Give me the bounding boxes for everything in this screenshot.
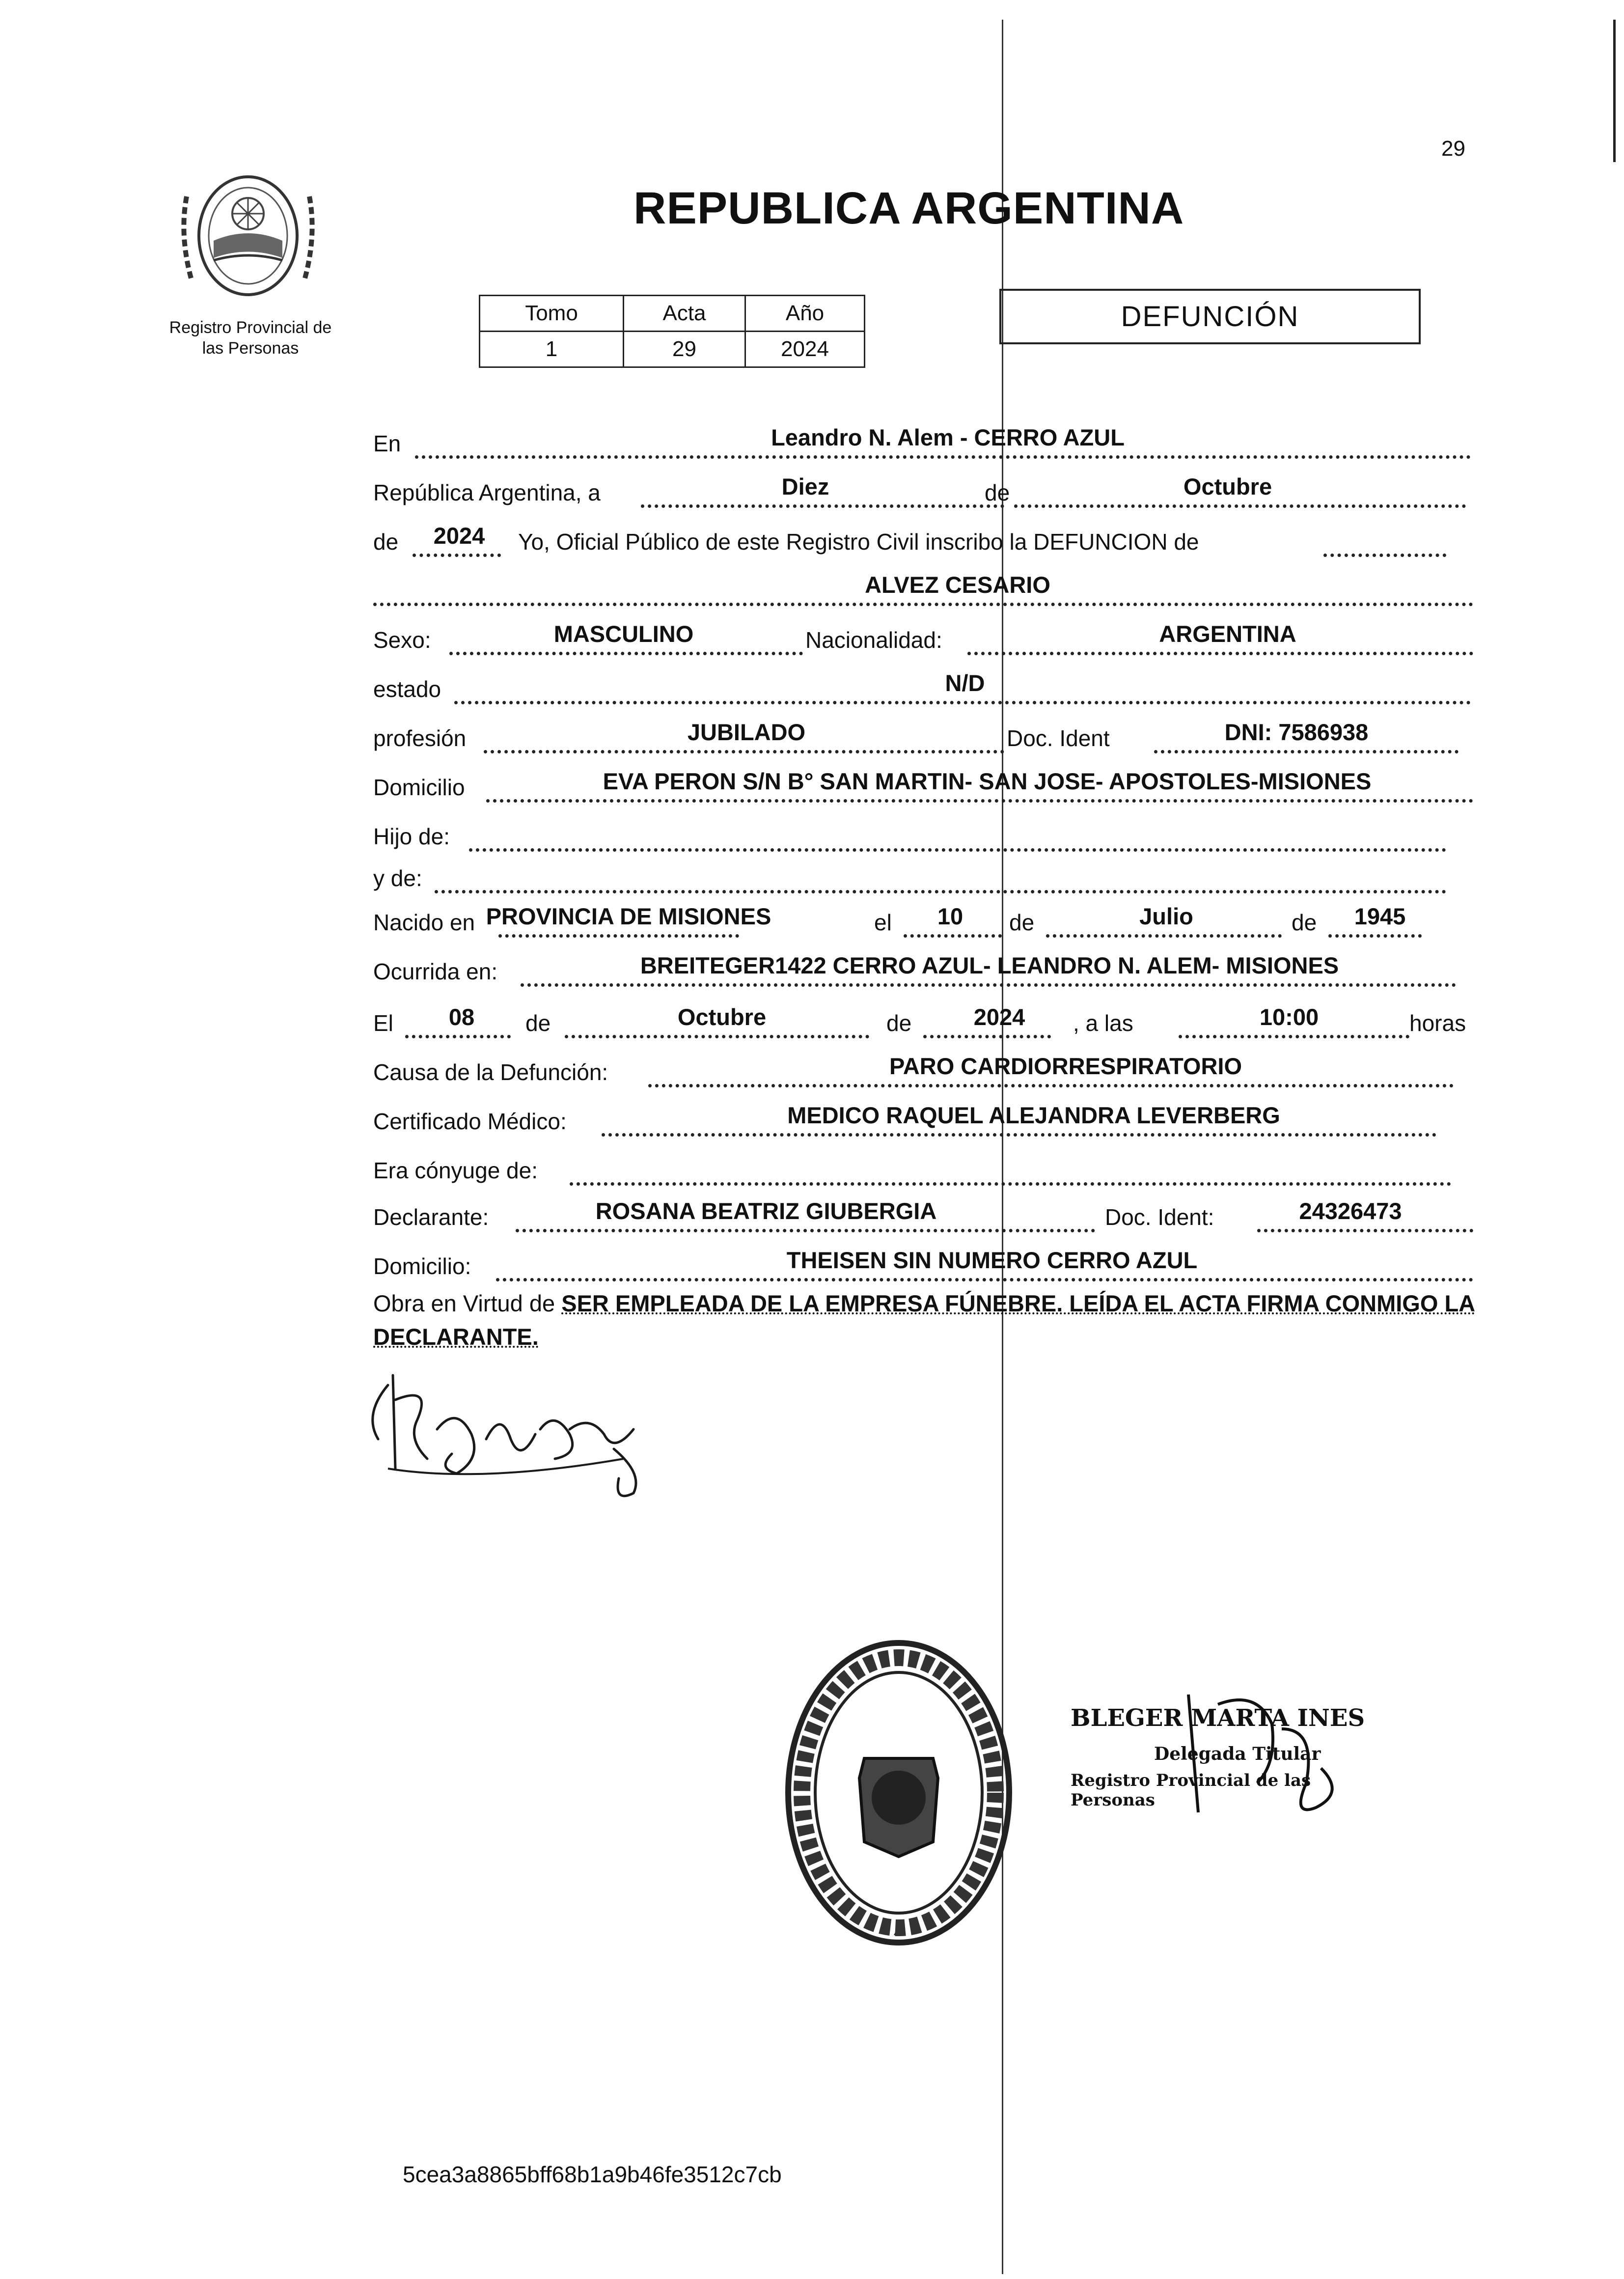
def-time-dots — [1179, 1030, 1409, 1038]
nac-day: 10 — [937, 903, 963, 929]
cert-label: Certificado Médico: — [373, 1109, 567, 1134]
profesion-value: JUBILADO — [687, 719, 806, 745]
nac-year-dots — [1328, 929, 1422, 938]
anio-header: Año — [745, 296, 865, 332]
row-fecha — [373, 473, 1473, 508]
cert-value: MEDICO RAQUEL ALEJANDRA LEVERBERG — [787, 1102, 1280, 1128]
nacionalidad-value: ARGENTINA — [1159, 621, 1296, 647]
deceased-name: ALVEZ CESARIO — [865, 572, 1050, 598]
scan-edge-mark — [1613, 20, 1616, 162]
causa-value: PARO CARDIORRESPIRATORIO — [889, 1053, 1242, 1079]
ocurrida-dots — [521, 978, 1456, 987]
def-de-label: de — [525, 1010, 551, 1036]
hijo-label: Hijo de: — [373, 824, 450, 849]
decl-doc-value: 24326473 — [1299, 1198, 1402, 1224]
decl-doc-label: Doc. Ident: — [1105, 1204, 1214, 1230]
registry-name-line2: las Personas — [202, 339, 299, 358]
def-month-dots — [565, 1030, 869, 1038]
row-domicilio — [373, 768, 1473, 803]
official-signature — [1159, 1685, 1365, 1822]
row-hijo — [373, 820, 1473, 852]
row-ocurrida — [373, 952, 1473, 987]
def-day: 08 — [448, 1004, 475, 1030]
nacionalidad-label: Nacionalidad: — [805, 627, 942, 653]
tomo-value: 1 — [480, 332, 624, 367]
cert-dots — [602, 1128, 1436, 1137]
horas-label: horas — [1409, 1010, 1466, 1036]
ocurrida-label: Ocurrida en: — [373, 959, 498, 984]
ocurrida-value: BREITEGER1422 CERRO AZUL- LEANDRO N. ALEM- MISIONES — [640, 952, 1339, 978]
sexo-label: Sexo: — [373, 627, 431, 653]
rep-label: República Argentina, a — [373, 480, 601, 505]
official-stamp — [1071, 1685, 1390, 1822]
acta-value: 29 — [624, 332, 745, 367]
sexo-value: MASCULINO — [553, 621, 694, 647]
declarant-signature — [358, 1356, 678, 1503]
row-nacido — [373, 903, 1473, 938]
nac-de2-label: de — [1292, 910, 1317, 935]
row-declarante — [373, 1198, 1473, 1232]
registry-name-line1: Registro Provincial de — [169, 318, 332, 337]
month-dots — [1014, 500, 1466, 508]
domicilio2-value: THEISEN SIN NUMERO CERRO AZUL — [786, 1247, 1198, 1273]
nacido-value: PROVINCIA DE MISIONES — [486, 903, 771, 929]
profesion-label: profesión — [373, 725, 467, 751]
official-seal — [781, 1636, 1017, 1950]
name-dots — [373, 598, 1473, 606]
def-time: 10:00 — [1259, 1004, 1319, 1030]
def-day-dots — [405, 1030, 511, 1038]
domicilio2-dots — [496, 1273, 1473, 1281]
decl-doc-dots — [1257, 1224, 1473, 1232]
sexo-dots — [449, 647, 803, 655]
doc-value: DNI: 7586938 — [1224, 719, 1369, 745]
yde-label: y de: — [373, 865, 422, 891]
record-type-box: DEFUNCIÓN — [999, 289, 1421, 344]
row-yde — [373, 862, 1473, 893]
year-dots — [413, 549, 501, 557]
nac-de-label: de — [1009, 910, 1035, 935]
row-certificado — [373, 1102, 1473, 1137]
causa-label: Causa de la Defunción: — [373, 1059, 608, 1085]
de-label: de — [985, 480, 1010, 505]
def-year: 2024 — [973, 1004, 1025, 1030]
en-label: En — [373, 431, 401, 456]
nac-year: 1945 — [1354, 903, 1406, 929]
row-causa — [373, 1053, 1473, 1087]
row-profesion — [373, 719, 1473, 753]
registry-table — [479, 295, 865, 368]
year-value: 2024 — [433, 523, 485, 549]
row-year — [373, 523, 1473, 557]
nac-day-dots — [904, 929, 1002, 938]
nac-month: Julio — [1139, 903, 1193, 929]
row-en — [373, 424, 1473, 459]
obra-value: SER EMPLEADA DE LA EMPRESA FÚNEBRE. LEÍDA EL ACTA FIRMA CONMIGO LA DECLARANTE. — [373, 1290, 1476, 1350]
en-value: Leandro N. Alem - CERRO AZUL — [771, 424, 1125, 450]
estado-dots — [454, 696, 1471, 704]
def-month: Octubre — [677, 1004, 767, 1030]
day-value: Diez — [781, 473, 829, 500]
page-number: 29 — [1441, 137, 1465, 161]
declarante-label: Declarante: — [373, 1204, 489, 1230]
def-de2-label: de — [886, 1010, 912, 1036]
nacionalidad-dots — [967, 647, 1473, 655]
domicilio-dots — [486, 794, 1473, 803]
estado-label: estado — [373, 676, 441, 702]
row-estado — [373, 670, 1473, 704]
obra-label: Obra en Virtud de — [373, 1290, 555, 1316]
de2-label: de — [373, 529, 399, 555]
nacido-dots — [498, 929, 739, 938]
month-value: Octubre — [1183, 473, 1272, 500]
anio-value: 2024 — [745, 332, 865, 367]
row-domicilio-declarante — [373, 1247, 1473, 1281]
tomo-header: Tomo — [480, 296, 624, 332]
acta-header: Acta — [624, 296, 745, 332]
domicilio-label: Domicilio — [373, 775, 465, 800]
registry-name — [147, 317, 354, 359]
stamp-line3: Registro Provincial de las Personas — [1071, 1771, 1311, 1810]
el-label: el — [874, 910, 892, 935]
nacido-label: Nacido en — [373, 910, 475, 935]
conyuge-dots — [570, 1177, 1451, 1186]
row-fecha-defuncion — [373, 1004, 1473, 1038]
estado-value: N/D — [945, 670, 985, 696]
def-year-dots — [923, 1030, 1051, 1038]
nac-month-dots — [1046, 929, 1282, 938]
row-name — [373, 572, 1473, 606]
document-hash: 5cea3a8865bff68b1a9b46fe3512c7cb — [403, 2162, 782, 2187]
registry-table-header — [480, 296, 865, 332]
conyuge-label: Era cónyuge de: — [373, 1158, 538, 1183]
stamp-line2: Delegada Titular — [1154, 1744, 1321, 1764]
yde-dots — [435, 885, 1446, 893]
row-conyuge — [373, 1154, 1473, 1186]
doc-dots — [1154, 745, 1459, 753]
stamp-line1: BLEGER MARTA INES — [1071, 1704, 1365, 1732]
hijo-dots — [469, 843, 1446, 852]
domicilio2-label: Domicilio: — [373, 1253, 471, 1279]
alas-label: , a las — [1073, 1010, 1133, 1036]
day-dots — [641, 500, 1004, 508]
registry-table-values — [480, 332, 865, 367]
el2-label: El — [373, 1010, 393, 1036]
misiones-coat-of-arms-icon — [167, 167, 329, 305]
obra-en-virtud — [373, 1287, 1483, 1354]
declarante-value: ROSANA BEATRIZ GIUBERGIA — [595, 1198, 937, 1224]
profesion-dots — [484, 745, 1004, 753]
row-sexo — [373, 621, 1473, 655]
yo-dots — [1323, 549, 1446, 557]
en-dots — [415, 450, 1471, 459]
causa-dots — [648, 1079, 1454, 1087]
document-title: REPUBLICA ARGENTINA — [633, 183, 1184, 233]
domicilio-value: EVA PERON S/N B° SAN MARTIN- SAN JOSE- APOSTOLES-MISIONES — [603, 768, 1372, 794]
doc-label: Doc. Ident — [1007, 725, 1110, 751]
yo-text: Yo, Oficial Público de este Registro Civil inscribo la DEFUNCION de — [518, 529, 1199, 555]
declarante-dots — [516, 1224, 1095, 1232]
